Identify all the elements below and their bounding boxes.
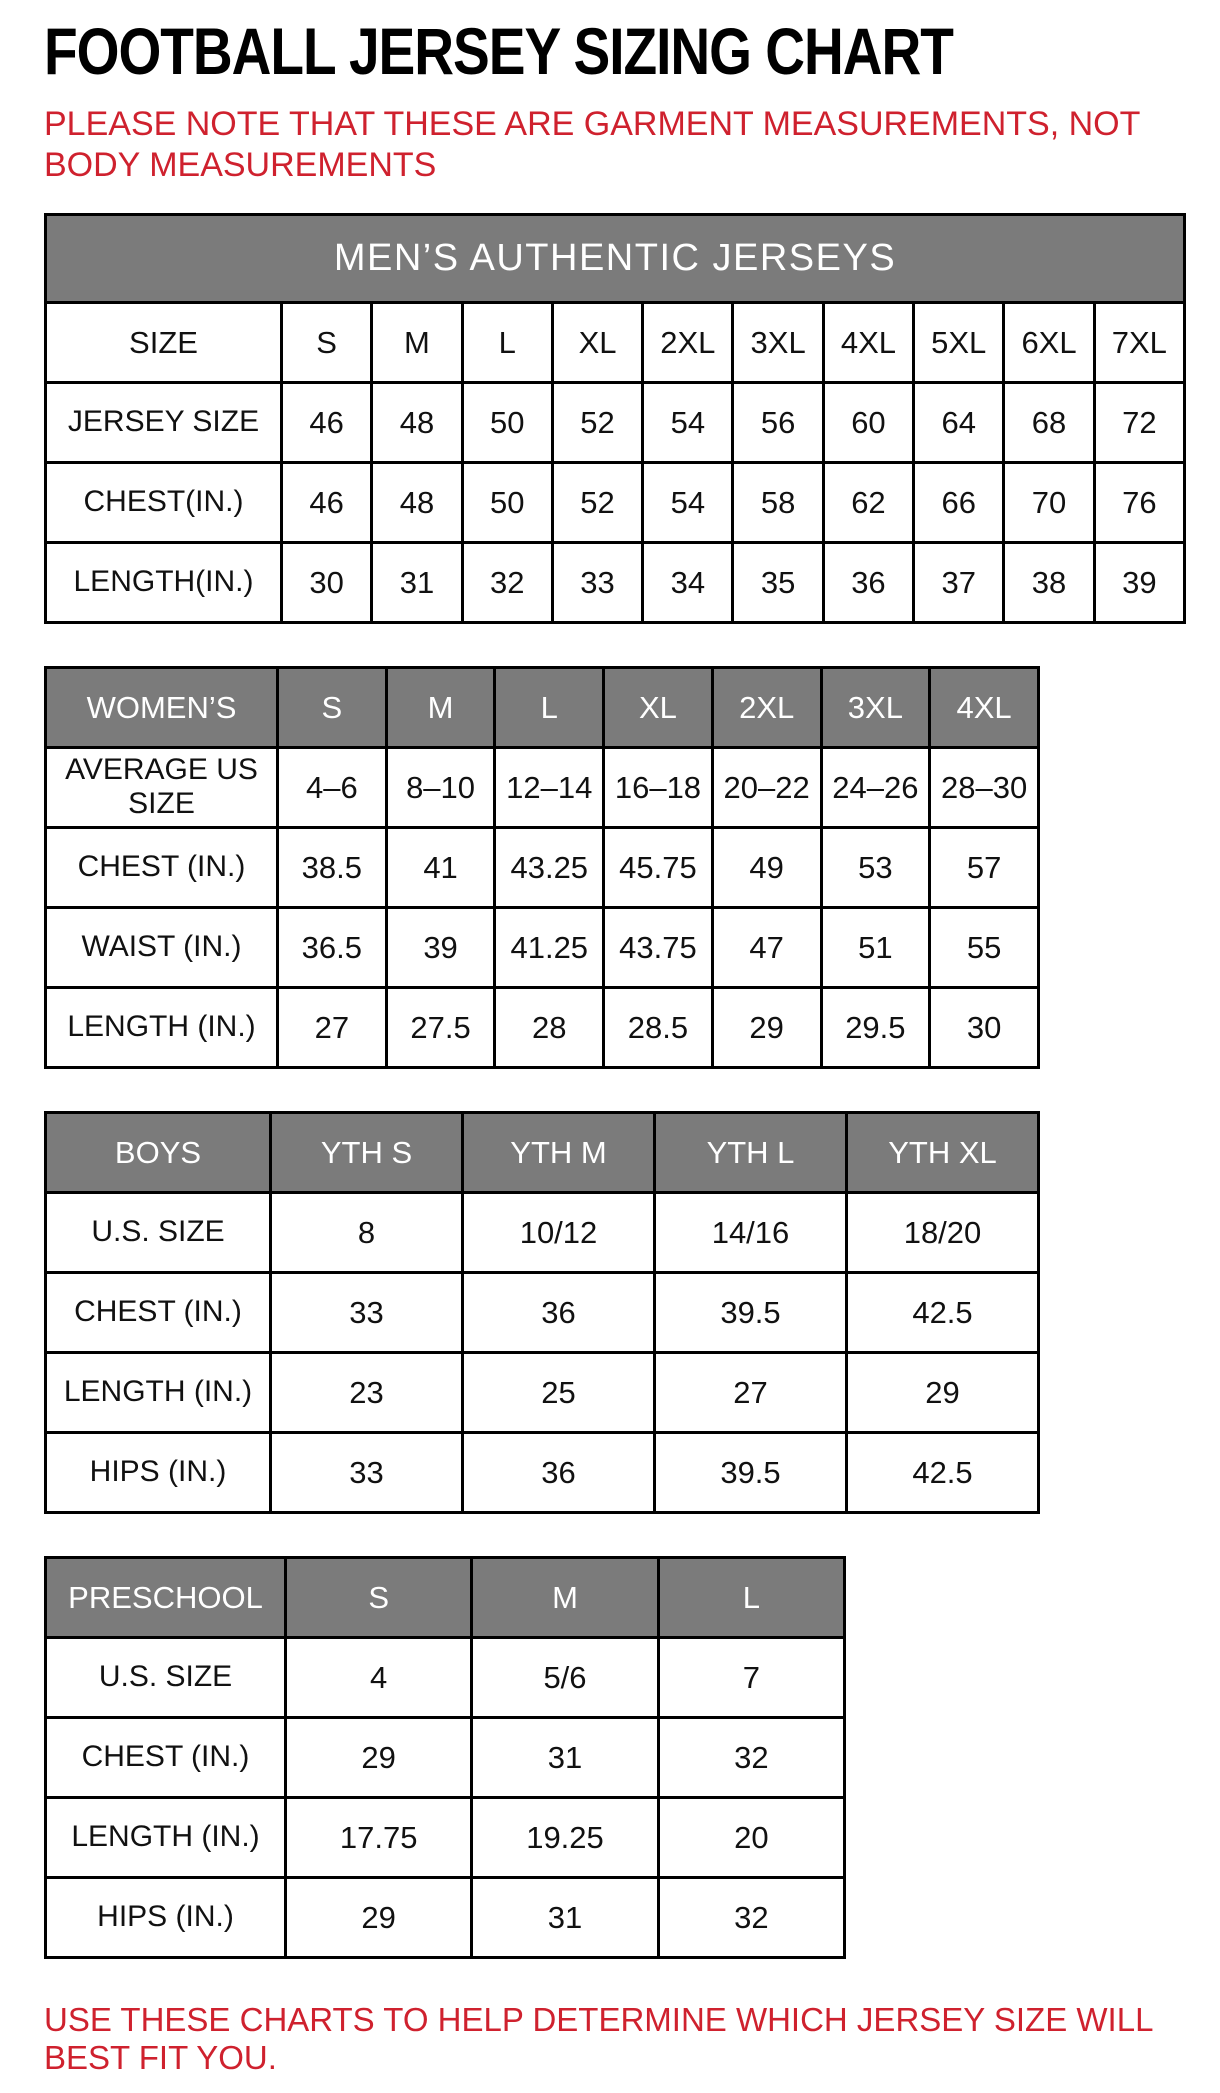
cell-value: 42.5: [847, 1272, 1039, 1352]
column-header: YTH XL: [847, 1112, 1039, 1192]
cell-value: 36.5: [278, 907, 387, 987]
cell-value: 60: [823, 382, 913, 462]
column-header: YTH S: [271, 1112, 463, 1192]
cell-value: 23: [271, 1352, 463, 1432]
cell-value: 8–10: [386, 747, 495, 827]
table-row: [46, 1352, 1039, 1432]
table-corner-label: WOMEN’S: [46, 667, 278, 747]
cell-value: 10/12: [463, 1192, 655, 1272]
cell-value: 29: [847, 1352, 1039, 1432]
cell-value: 14/16: [655, 1192, 847, 1272]
cell-value: 57: [930, 827, 1039, 907]
table-corner-label: BOYS: [46, 1112, 271, 1192]
table-row: [46, 747, 1039, 827]
cell-value: 35: [733, 542, 823, 622]
cell-value: 5/6: [472, 1637, 658, 1717]
cell-value: 68: [1004, 382, 1094, 462]
column-header: M: [472, 1557, 658, 1637]
cell-value: 24–26: [821, 747, 930, 827]
cell-value: 53: [821, 827, 930, 907]
table-corner-label: PRESCHOOL: [46, 1557, 286, 1637]
row-label: LENGTH (IN.): [46, 987, 278, 1067]
cell-value: 38.5: [278, 827, 387, 907]
cell-value: 25: [463, 1352, 655, 1432]
cell-value: 47: [712, 907, 821, 987]
table-row: [46, 542, 1185, 622]
cell-value: 38: [1004, 542, 1094, 622]
cell-value: 64: [914, 382, 1004, 462]
cell-value: 49: [712, 827, 821, 907]
column-header: 2XL: [643, 302, 733, 382]
cell-value: 29.5: [821, 987, 930, 1067]
cell-value: 54: [643, 382, 733, 462]
cell-value: 43.25: [495, 827, 604, 907]
cell-value: 37: [914, 542, 1004, 622]
column-header: 6XL: [1004, 302, 1094, 382]
table-row: [46, 1192, 1039, 1272]
cell-value: 55: [930, 907, 1039, 987]
column-header: YTH M: [463, 1112, 655, 1192]
mens-jerseys-table: [44, 213, 1186, 624]
cell-value: 18/20: [847, 1192, 1039, 1272]
column-header: 4XL: [930, 667, 1039, 747]
cell-value: 17.75: [286, 1797, 472, 1877]
cell-value: 12–14: [495, 747, 604, 827]
cell-value: 34: [643, 542, 733, 622]
cell-value: 27.5: [386, 987, 495, 1067]
table-row: [46, 907, 1039, 987]
cell-value: 39.5: [655, 1272, 847, 1352]
row-label: CHEST(IN.): [46, 462, 282, 542]
table-header-row: [46, 1112, 1039, 1192]
table-row: [46, 1717, 845, 1797]
cell-value: 39.5: [655, 1432, 847, 1512]
column-header: XL: [552, 302, 642, 382]
column-header: 3XL: [821, 667, 930, 747]
cell-value: 7: [658, 1637, 844, 1717]
page-title: FOOTBALL JERSEY SIZING CHART: [44, 15, 953, 89]
measurement-note: PLEASE NOTE THAT THESE ARE GARMENT MEASUREMENTS, NOT BODY MEASUREMENTS: [44, 105, 1140, 185]
row-label: LENGTH (IN.): [46, 1797, 286, 1877]
table-row: [46, 827, 1039, 907]
cell-value: 31: [372, 542, 462, 622]
table-row: [46, 382, 1185, 462]
cell-value: 29: [712, 987, 821, 1067]
column-header: YTH L: [655, 1112, 847, 1192]
row-label: CHEST (IN.): [46, 1272, 271, 1352]
cell-value: 58: [733, 462, 823, 542]
title-area: [44, 14, 1190, 90]
cell-value: 52: [552, 382, 642, 462]
boys-jerseys-table: [44, 1111, 1040, 1514]
cell-value: 16–18: [604, 747, 713, 827]
table-banner-title: MEN’S AUTHENTIC JERSEYS: [46, 214, 1185, 302]
cell-value: 36: [463, 1272, 655, 1352]
row-label: CHEST (IN.): [46, 1717, 286, 1797]
row-label: LENGTH(IN.): [46, 542, 282, 622]
column-header: 5XL: [914, 302, 1004, 382]
cell-value: 19.25: [472, 1797, 658, 1877]
row-label: AVERAGE US SIZE: [46, 747, 278, 827]
preschool-jerseys-table: [44, 1556, 846, 1959]
table-row: [46, 1272, 1039, 1352]
row-label: U.S. SIZE: [46, 1637, 286, 1717]
cell-value: 29: [286, 1877, 472, 1957]
cell-value: 32: [462, 542, 552, 622]
row-label: U.S. SIZE: [46, 1192, 271, 1272]
cell-value: 52: [552, 462, 642, 542]
table-row: [46, 1432, 1039, 1512]
cell-value: 27: [278, 987, 387, 1067]
cell-value: 20: [658, 1797, 844, 1877]
cell-value: 33: [552, 542, 642, 622]
table-row: [46, 1797, 845, 1877]
cell-value: 28.5: [604, 987, 713, 1067]
table-row: [46, 462, 1185, 542]
cell-value: 36: [823, 542, 913, 622]
column-header: S: [282, 302, 372, 382]
cell-value: 54: [643, 462, 733, 542]
column-header: 3XL: [733, 302, 823, 382]
table-row: [46, 1637, 845, 1717]
cell-value: 45.75: [604, 827, 713, 907]
cell-value: 33: [271, 1432, 463, 1512]
column-header: L: [495, 667, 604, 747]
womens-jerseys-table: [44, 666, 1040, 1069]
table-corner-label: SIZE: [46, 302, 282, 382]
cell-value: 8: [271, 1192, 463, 1272]
cell-value: 46: [282, 462, 372, 542]
cell-value: 43.75: [604, 907, 713, 987]
column-header: 4XL: [823, 302, 913, 382]
cell-value: 4: [286, 1637, 472, 1717]
cell-value: 27: [655, 1352, 847, 1432]
cell-value: 29: [286, 1717, 472, 1797]
cell-value: 48: [372, 382, 462, 462]
cell-value: 42.5: [847, 1432, 1039, 1512]
cell-value: 28: [495, 987, 604, 1067]
cell-value: 30: [282, 542, 372, 622]
column-header: S: [278, 667, 387, 747]
column-header: S: [286, 1557, 472, 1637]
row-label: HIPS (IN.): [46, 1877, 286, 1957]
table-header-row: [46, 1557, 845, 1637]
cell-value: 4–6: [278, 747, 387, 827]
table-row: [46, 987, 1039, 1067]
cell-value: 51: [821, 907, 930, 987]
table-row: [46, 1877, 845, 1957]
column-header: L: [658, 1557, 844, 1637]
column-header: 7XL: [1094, 302, 1184, 382]
cell-value: 66: [914, 462, 1004, 542]
row-label: HIPS (IN.): [46, 1432, 271, 1512]
cell-value: 20–22: [712, 747, 821, 827]
cell-value: 30: [930, 987, 1039, 1067]
column-header: XL: [604, 667, 713, 747]
cell-value: 36: [463, 1432, 655, 1512]
column-header: M: [372, 302, 462, 382]
cell-value: 28–30: [930, 747, 1039, 827]
cell-value: 33: [271, 1272, 463, 1352]
row-label: CHEST (IN.): [46, 827, 278, 907]
table-banner-row: [46, 214, 1185, 302]
cell-value: 62: [823, 462, 913, 542]
row-label: JERSEY SIZE: [46, 382, 282, 462]
cell-value: 48: [372, 462, 462, 542]
cell-value: 72: [1094, 382, 1184, 462]
cell-value: 32: [658, 1717, 844, 1797]
row-label: WAIST (IN.): [46, 907, 278, 987]
cell-value: 39: [386, 907, 495, 987]
cell-value: 32: [658, 1877, 844, 1957]
cell-value: 31: [472, 1717, 658, 1797]
cell-value: 46: [282, 382, 372, 462]
cell-value: 39: [1094, 542, 1184, 622]
cell-value: 70: [1004, 462, 1094, 542]
cell-value: 31: [472, 1877, 658, 1957]
column-header: 2XL: [712, 667, 821, 747]
row-label: LENGTH (IN.): [46, 1352, 271, 1432]
cell-value: 56: [733, 382, 823, 462]
footer-note: USE THESE CHARTS TO HELP DETERMINE WHICH JERSEY SIZE WILL BEST FIT YOU.: [44, 2000, 1153, 2076]
table-header-row: [46, 667, 1039, 747]
column-header: L: [462, 302, 552, 382]
table-header-row: [46, 302, 1185, 382]
column-header: M: [386, 667, 495, 747]
cell-value: 41: [386, 827, 495, 907]
cell-value: 50: [462, 462, 552, 542]
cell-value: 41.25: [495, 907, 604, 987]
cell-value: 50: [462, 382, 552, 462]
cell-value: 76: [1094, 462, 1184, 542]
